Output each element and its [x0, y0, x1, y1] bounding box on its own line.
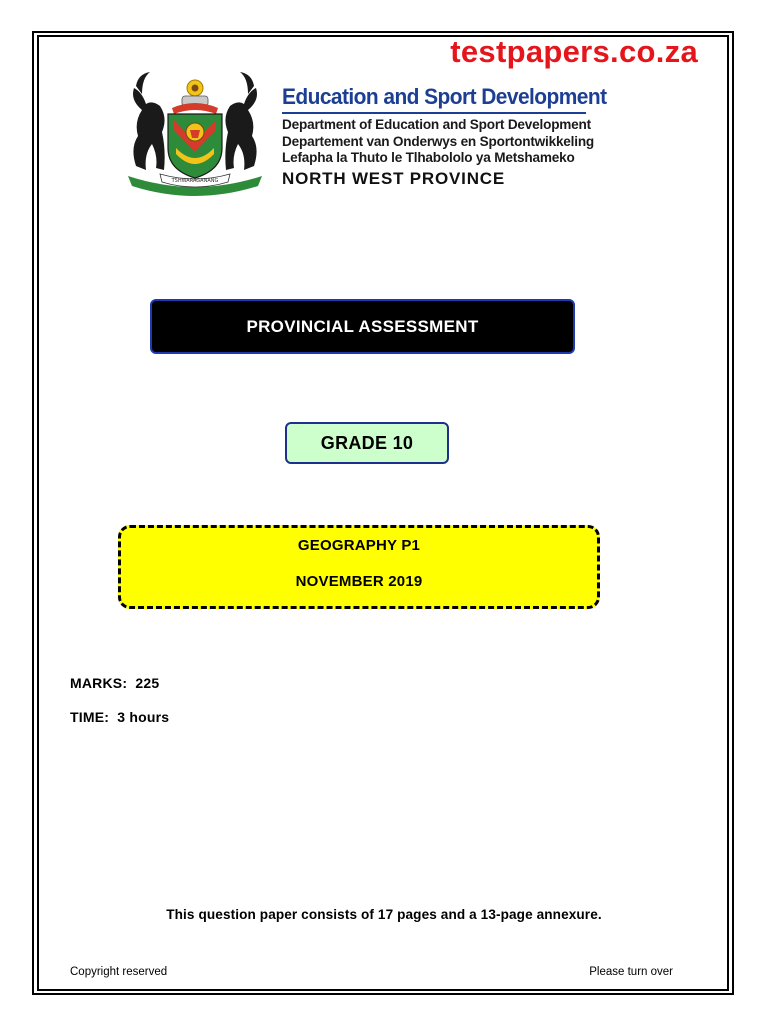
department-name-setswana: Lefapha la Thuto le Tlhabololo ya Metshameko [282, 150, 575, 165]
site-watermark[interactable]: testpapers.co.za [450, 34, 698, 69]
page-count-note: This question paper consists of 17 pages and a 13-page annexure. [166, 907, 602, 922]
department-name-english: Department of Education and Sport Development [282, 117, 591, 132]
exam-session: NOVEMBER 2019 [295, 573, 423, 590]
grade-box [285, 422, 449, 464]
header-divider [282, 112, 586, 114]
subject-title: GEOGRAPHY P1 [297, 537, 421, 554]
marks-label: MARKS: [70, 675, 128, 691]
svg-text:TSHWARAGANANG: TSHWARAGANANG [171, 178, 219, 184]
marks-value: 225 [135, 675, 160, 691]
marks-line [70, 675, 159, 691]
grade-label: GRADE 10 [320, 432, 414, 453]
assessment-title-box [150, 299, 575, 354]
department-name-afrikaans: Departement van Onderwys en Sportontwikkeling [282, 133, 595, 149]
time-value: 3 hours [117, 709, 170, 725]
time-line [70, 709, 169, 725]
coat-of-arms-logo [120, 70, 270, 200]
department-header [282, 84, 631, 189]
turn-over-footer: Please turn over [589, 966, 673, 978]
assessment-title: PROVINCIAL ASSESSMENT [246, 316, 479, 336]
province-name: NORTH WEST PROVINCE [282, 168, 505, 188]
time-label: TIME: [70, 709, 110, 725]
copyright-footer: Copyright reserved [70, 966, 168, 978]
department-title: Education and Sport Development [282, 84, 607, 109]
subject-box [118, 525, 600, 609]
